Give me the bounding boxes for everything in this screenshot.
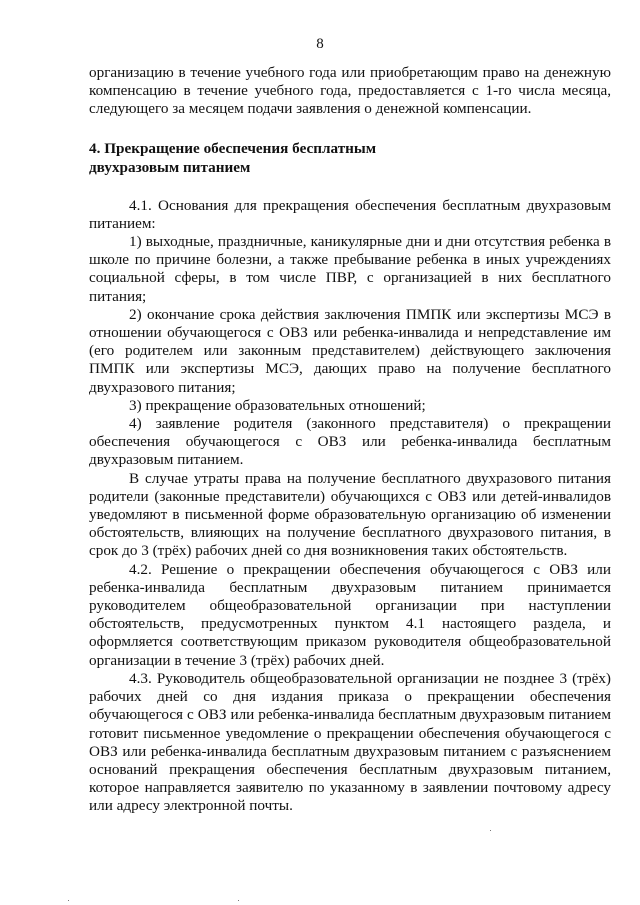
scan-speck [238, 900, 239, 901]
paragraph-loss-of-right: В случае утраты права на получение бесплатного двухразового питания родители (законные представители) обучающихся с ОВЗ или детей-инвалидов уведомляют в письменной форме образовательную организацию об изменении обстоятельств, влияющих на получение бесплатного двухразового питания, в срок до 3 (трёх) рабочих дней со дня возникновения таких обстоятельств. [89, 469, 611, 560]
page-number: 8 [316, 36, 324, 52]
list-item-2: 2) окончание срока действия заключения ПМПК или экспертизы МСЭ в отношении обучающегося с ОВЗ или ребенка-инвалида и непредставление им (его родителем или законным представителем) действующего заключения ПМПК или экспертизы МСЭ, дающих право на получение бесплатного двухразового питания; [89, 305, 611, 396]
list-item-3: 3) прекращение образовательных отношений; [129, 396, 426, 414]
scan-speck [490, 830, 491, 831]
scan-speck [68, 900, 69, 901]
list-item-1: 1) выходные, праздничные, каникулярные дни и дни отсутствия ребенка в школе по причине болезни, а также пребывание ребенка в иных учреждениях социальной сферы, в том числе ПВР, с организацией в них бесплатного питания; [89, 233, 611, 305]
paragraph-4-3: 4.3. Руководитель общеобразовательной организации не позднее 3 (трёх) рабочих дней со дня издания приказа о прекращении обеспечения обучающегося с ОВЗ или ребенка-инвалида бесплатным двухразовым питанием готовит письменное уведомление о прекращении обеспечения обучающегося с ОВЗ или ребенка-инвалида бесплатным двухразовым питанием с разъяснением оснований прекращения обеспечения бесплатным двухразовым питанием, которое направляется заявителю по указанному в заявлении почтовому адресу или адресу электронной почты. [89, 669, 611, 815]
list-item-4: 4) заявление родителя (законного представителя) о прекращении обеспечения обучающегося с ОВЗ или ребенка-инвалида бесплатным двухразовым питанием. [89, 415, 611, 469]
paragraph-4-2: 4.2. Решение о прекращении обеспечения обучающегося с ОВЗ или ребенка-инвалида бесплатным двухразовым питанием принимается руководителем общеобразовательной организации при наступлении обстоятельств, предусмотренных пунктом 4.1 настоящего раздела, и оформляется соответствующим приказом руководителя общеобразовательной организации в течение 3 (трёх) рабочих дней. [89, 560, 611, 669]
paragraph-4-1: 4.1. Основания для прекращения обеспечения бесплатным двухразовым питанием: [89, 196, 611, 232]
section-heading [89, 139, 611, 177]
document-body [89, 64, 611, 816]
paragraph-continuation: организацию в течение учебного года или приобретающим право на денежную компенсацию в течение учебного года, предоставляется с 1-го числа месяца, следующего за месяцем подачи заявления о денежной компенсации. [89, 64, 611, 118]
section-heading-line-1: 4. Прекращение обеспечения бесплатным [89, 139, 377, 157]
section-heading-line-2: двухразовым питанием [89, 158, 251, 176]
